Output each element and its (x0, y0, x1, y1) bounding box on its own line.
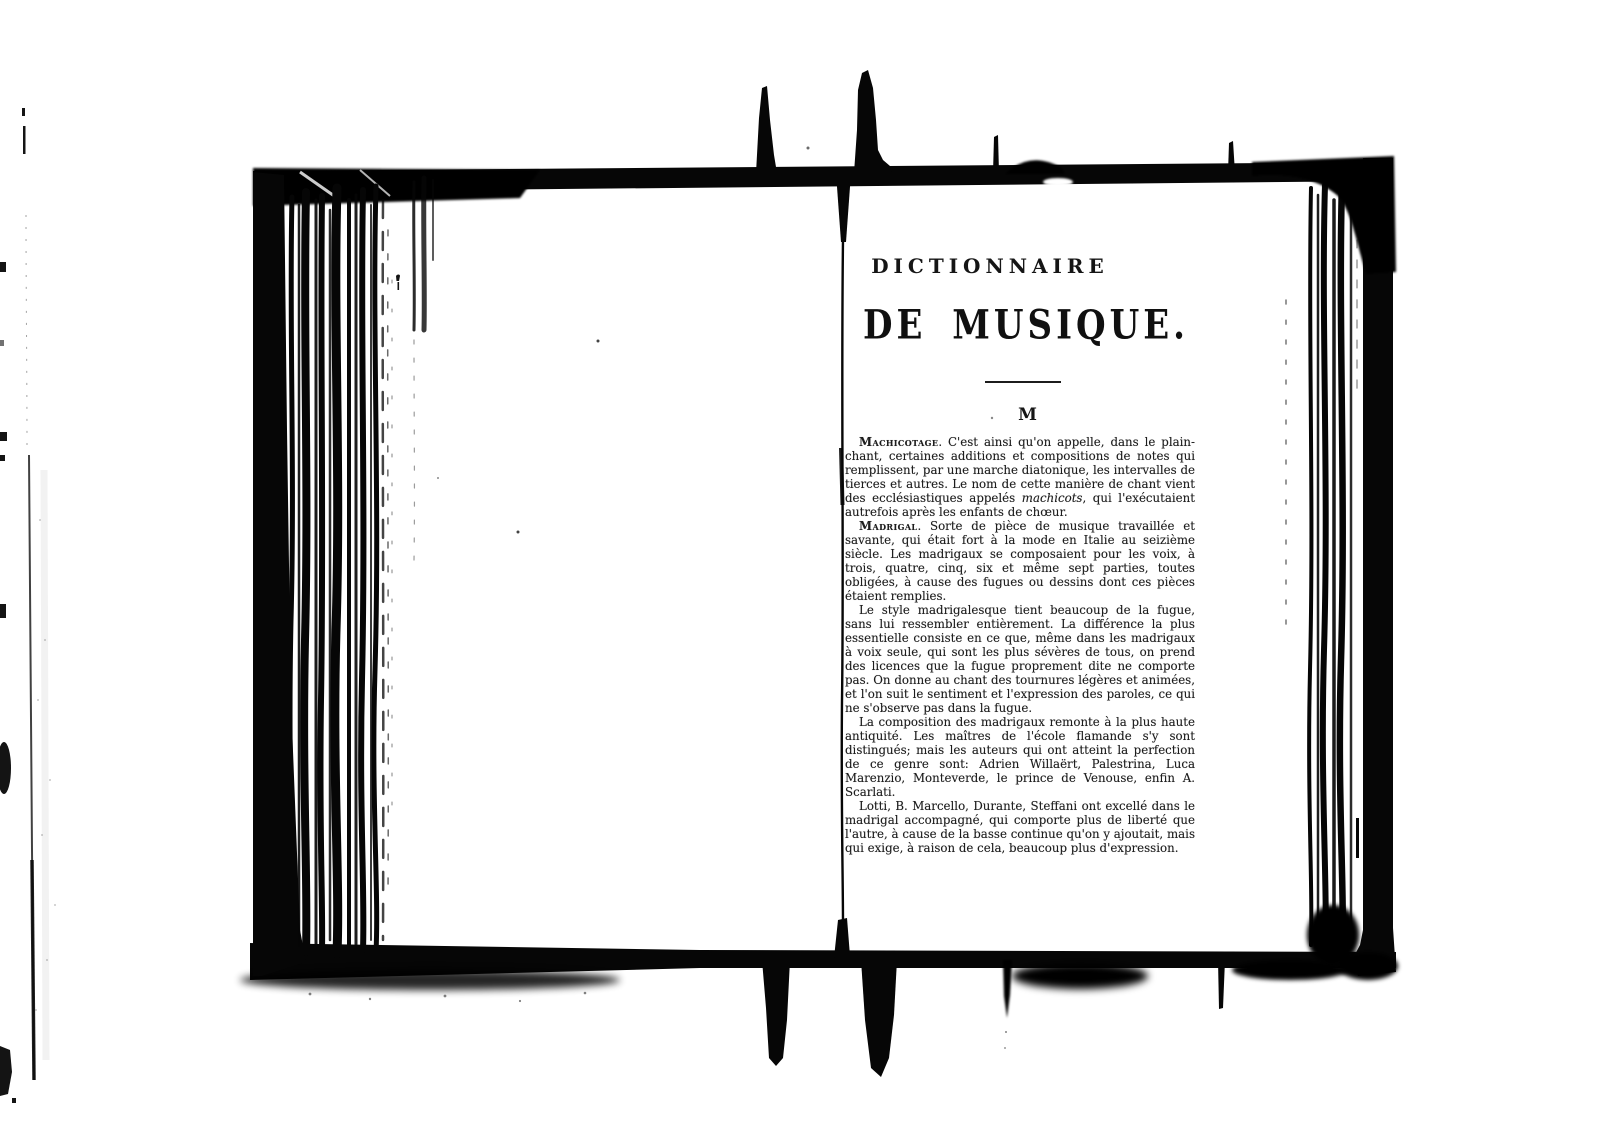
ribbon-mark-bottom-1 (762, 960, 790, 1066)
entry-text-segment: Le style madrigalesque tient beaucoup de la fugue, sans lui ressembler entièrement. La différence la plus essentielle consiste en ce que, même dans les madrigaux à voix seule, qui sont les plus sévères de tous, on prend des licences que la fugue proprement dite ne comporte pas. On donne au chant des tournures légères et animées, et l'on suit le sentiment et l'expression des paroles, ce qui ne s'observe pas dans la fugue. (845, 603, 1195, 715)
ribbon-mark-top-3 (993, 135, 999, 173)
ribbon-mark-bottom-4 (1218, 960, 1225, 1009)
entry-text-segment: Madrigal (859, 519, 918, 533)
entry-text-segment: , qui l'exécutaient autrefois après les enfants de chœur. (845, 491, 1195, 519)
entry-text-segment: Machicotage (859, 435, 939, 449)
dictionary-entry (845, 435, 1195, 519)
ribbon-mark-top-4 (1228, 141, 1235, 173)
entry-text-segment: machicots (1021, 491, 1083, 505)
ribbon-mark-top-1 (756, 86, 777, 173)
book-title-large: DE MUSIQUE. (863, 302, 1189, 350)
page-edge-blobs-right (1307, 818, 1359, 965)
section-letter: M (1018, 405, 1038, 425)
scanner-edge-artifacts (0, 108, 56, 1103)
entry-text-segment: La composition des madrigaux remonte à la plus haute antiquité. Les maîtres de l'école flamande s'y sont distingués; mais les auteurs qui ont atteint la perfection de ce genre sont: Adrien Willaërt, Palestrina, Luca Marenzio, Monteverde, le prince de Venouse, enfin A. Scarlati. (845, 715, 1195, 799)
book-cover-left-edge (253, 170, 390, 976)
book-cover-bottom-edge (240, 943, 1396, 1077)
dictionary-entries (845, 435, 1195, 855)
dictionary-entry (845, 715, 1195, 799)
entry-text-segment: Lotti, B. Marcello, Durante, Steffani ont excellé dans le madrigal accompagné, qui comporte plus de liberté que l'autre, à cause de la basse continue qu'on y ajoutait, mais qui exige, à raison de cela, beaucoup plus d'expression. (845, 799, 1195, 855)
page-edge-streaks-left (290, 178, 433, 954)
entry-text-segment: . Sorte de pièce de musique travaillée et savante, qui était fort à la mode en Italie au seizième siècle. Les madrigaux se composaient pour les voix, à trois, quatre, cinq, six et même sept parties, toutes obligées, à cause des fugues ou dessins dont ces pièces étaient remplies. (845, 519, 1195, 603)
dictionary-entry (845, 603, 1195, 715)
dictionary-entry (845, 519, 1195, 603)
dictionary-entry (845, 799, 1195, 855)
ribbon-mark-top-2 (854, 70, 892, 173)
ribbon-mark-bottom-3 (1003, 960, 1012, 1018)
book-cover-right-edge (1252, 156, 1398, 980)
entry-text-segment: . C'est ainsi qu'on appelle, dans le plain-chant, certaines additions et compositions de notes qui remplissent, par une marche diatonique, les intervalles de tierces et autres. Le nom de cette manière de chant vient des ecclésiastiques appelés (845, 435, 1195, 505)
book-cover-top-edge (253, 70, 1393, 206)
book-title-small: DICTIONNAIRE (871, 254, 1109, 278)
title-divider (985, 381, 1061, 383)
ribbon-mark-bottom-2 (861, 960, 897, 1077)
page-edge-streaks-right (1286, 183, 1357, 950)
